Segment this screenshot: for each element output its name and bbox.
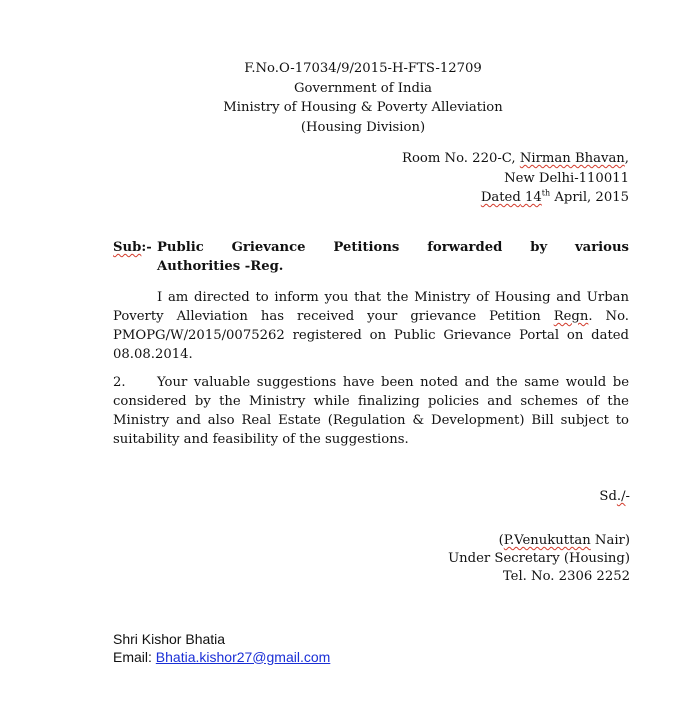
date-ordinal: th — [541, 188, 551, 198]
city-line: New Delhi-110011 — [504, 170, 629, 186]
para2-text: Your valuable suggestions have been noted and the same would be considered by the Ministry while finalizing policies and schemes of the Ministry and also Real Estate (Regulation & Development) Bill subject to suitability and feasibility of the suggestions. — [113, 375, 629, 447]
signatory-name — [448, 532, 630, 550]
signed-mark — [599, 487, 630, 506]
ministry-line: Ministry of Housing & Poverty Alleviation — [223, 100, 503, 115]
para1-text-b: . No. PMOPG/W/2015/0075262 registered on Public Grievance Portal on dated 08.08.2014. — [113, 309, 629, 362]
name-rest: Nair) — [590, 533, 630, 548]
subject-label-colon: :- — [141, 240, 152, 255]
room-prefix: Room No. 220-C, — [402, 151, 520, 166]
sender-address — [402, 149, 629, 208]
subject-row — [113, 238, 629, 257]
government-line: Government of India — [293, 80, 433, 96]
room-line — [402, 149, 629, 169]
subject-line-1: Public Grievance Petitions forwarded by various — [157, 240, 629, 255]
email-link[interactable]: Bhatia.kishor27@gmail.com — [155, 648, 331, 665]
division-line: (Housing Division) — [300, 119, 426, 135]
signatory-tel: Tel. No. 2306 2252 — [502, 569, 630, 584]
para2-number: 2. — [113, 375, 126, 390]
sd-a: Sd — [599, 489, 617, 504]
room-suffix: , — [624, 151, 629, 166]
recipient-name: Shri Kishor Bhatia — [113, 631, 226, 647]
signatory-designation: Under Secretary (Housing) — [448, 551, 630, 566]
date-rest: April, 2015 — [550, 190, 629, 205]
email-label: Email: — [113, 648, 156, 665]
para1-regn: Regn — [553, 309, 589, 324]
subject-block — [113, 238, 629, 276]
date-day: 14 — [520, 190, 542, 205]
recipient-block — [113, 631, 330, 666]
sd-b: ./ — [616, 489, 626, 504]
dated-label: Dated — [480, 190, 521, 205]
name-squig: P.Venukuttan — [503, 533, 591, 548]
date-line — [402, 188, 629, 208]
signature-block — [448, 532, 630, 586]
subject-line-2: Authorities -Reg. — [157, 259, 284, 274]
subject-label — [113, 238, 157, 257]
letter-header — [180, 59, 546, 137]
sd-c: - — [625, 489, 630, 504]
paragraph-1 — [113, 288, 629, 364]
subject-label-squig: Sub — [113, 240, 142, 255]
name-open: ( — [498, 533, 504, 548]
paragraph-2 — [113, 373, 629, 449]
para1-text-a: I am directed to inform you that the Ministry of Housing and Urban Poverty Alleviation has received your grievance Petition — [113, 290, 629, 324]
recipient-email-line — [113, 649, 330, 667]
file-number: F.No.O-17034/9/2015-H-FTS-12709 — [244, 61, 482, 76]
building-name: Nirman Bhavan — [519, 151, 625, 166]
